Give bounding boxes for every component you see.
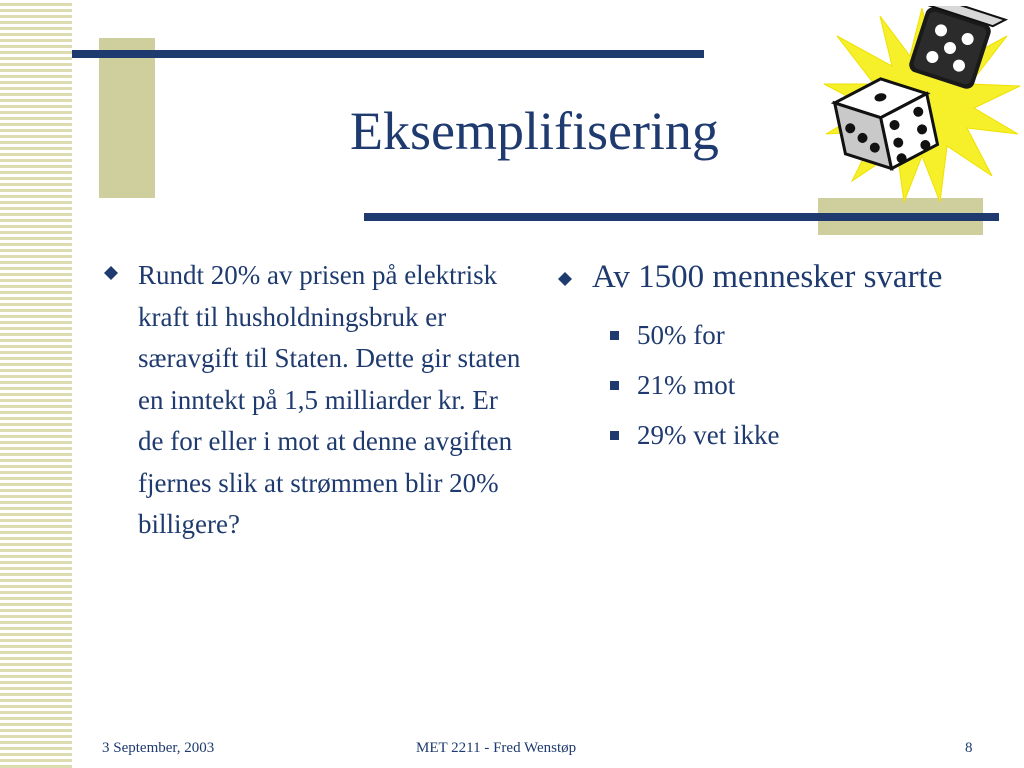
left-bullet-text: Rundt 20% av prisen på elektrisk kraft til husholdningsbruk er særavgift til Staten. Dette gir staten en inntekt på 1,5 milliarder kr. Er de for eller i mot at denne avgiften fjernes slik at strømmen blir 20% billigere? [138,260,521,539]
sub-bullet-text: 50% for [637,319,725,350]
sub-bullet-list [610,310,998,460]
title-bar-top [72,50,704,58]
square-bullet-icon [610,331,619,340]
diamond-bullet-icon [104,266,118,280]
footer-date: 3 September, 2003 [102,740,215,756]
bullet-item [104,255,524,546]
left-column [104,255,524,546]
slide-title: Eksemplifisering [350,101,719,161]
dice-clipart [822,6,1022,206]
sub-bullet-item [610,410,998,460]
sub-bullet-text: 21% mot [637,369,736,400]
sub-bullet-text: 29% vet ikke [637,419,780,450]
diamond-bullet-icon [558,272,572,286]
footer-page-number: 8 [965,740,973,756]
sub-bullet-item [610,360,998,410]
title-bar-bottom [364,213,999,221]
square-bullet-icon [610,381,619,390]
square-bullet-icon [610,431,619,440]
right-bullet-text: Av 1500 mennesker svarte [592,259,943,295]
tan-accent-block-left [99,38,155,198]
sub-bullet-item [610,310,998,360]
left-stripe-decoration [0,0,72,768]
right-column [558,255,998,460]
footer-course: MET 2211 - Fred Wenstøp [416,740,577,756]
bullet-item [558,255,998,300]
